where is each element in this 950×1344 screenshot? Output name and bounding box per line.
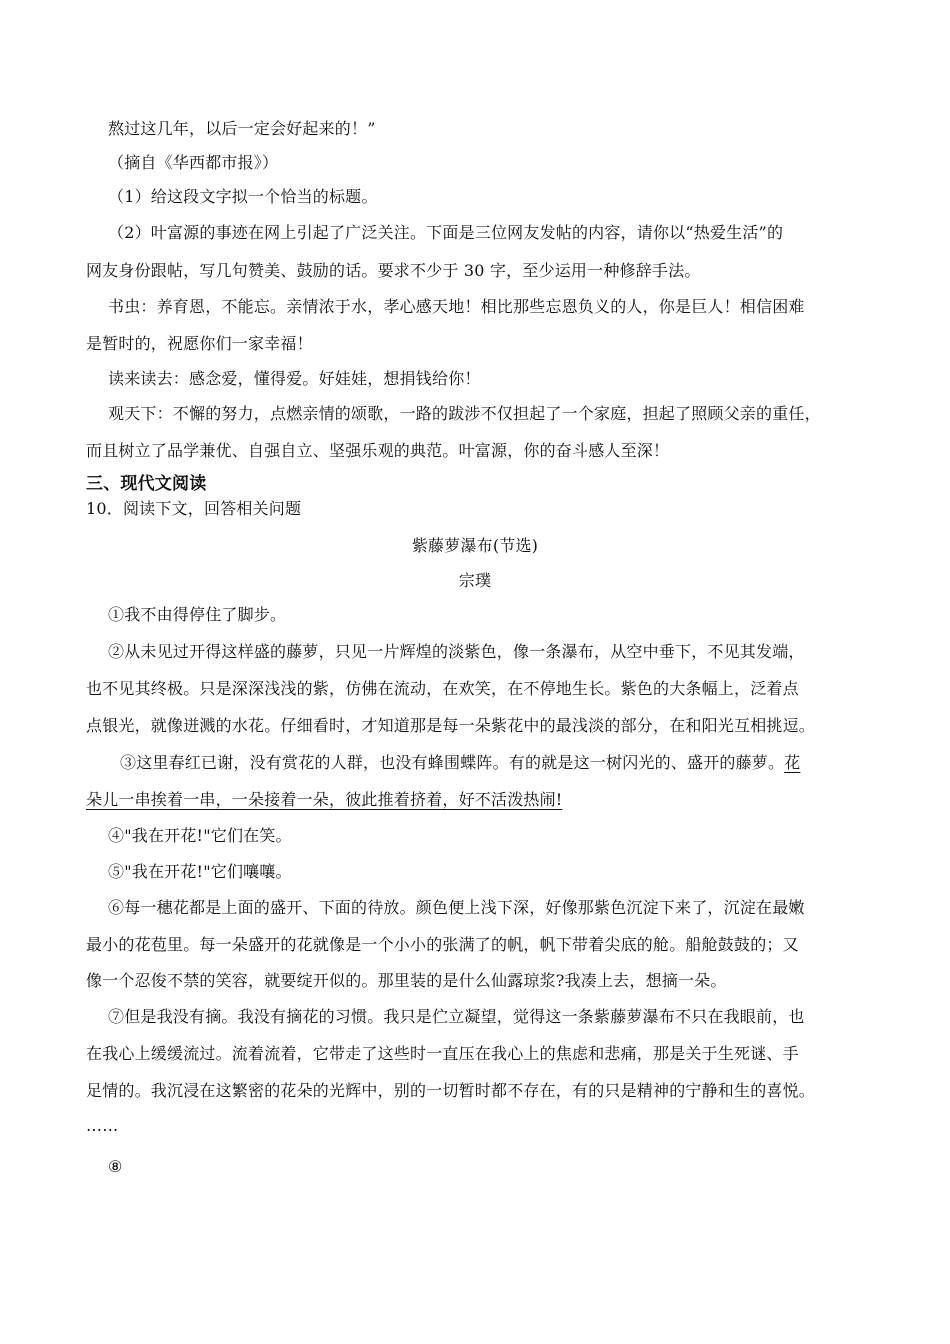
- paragraph-6-line: ⑥每一穗花都是上面的盛开、下面的待放。颜色便上浅下深，好像那紫色沉淀下来了，沉淀在最嫩: [108, 898, 805, 917]
- ellipsis: ……: [86, 1116, 119, 1135]
- question-2-line: （2）叶富源的事迹在网上引起了广泛关注。下面是三位网友发帖的内容，请你以“热爱生活”的: [108, 223, 784, 242]
- underlined-sentence: 朵儿一串挨着一串，一朵接着一朵，彼此推着挤着，好不活泼热闹!: [86, 790, 563, 809]
- paragraph-2-line: 点银光，就像迸溅的水花。仔细看时，才知道那是每一朵紫花中的最浅淡的部分，在和阳光互相挑逗。: [86, 716, 816, 735]
- paragraph-6-line: 最小的花苞里。每一朵盛开的花就像是一个小小的张满了的帆，帆下带着尖底的舱。船舱鼓鼓的；又: [86, 935, 799, 954]
- section-heading: 三、现代文阅读: [86, 474, 207, 494]
- comment-dulai: 读来读去：感念爱，懂得爱。好娃娃，想捐钱给你！: [108, 369, 481, 388]
- comment-shuchong-cont: 是暂时的，祝愿你们一家幸福！: [86, 334, 313, 353]
- comment-guantianxia-cont: 而且树立了品学兼优、自强自立、坚强乐观的典范。叶富源，你的奋斗感人至深！: [86, 441, 670, 460]
- underlined-text: 花: [784, 753, 801, 772]
- source-citation: （摘自《华西都市报》）: [108, 153, 279, 172]
- article-title: 紫藤萝瀑布(节选): [411, 536, 539, 555]
- paragraph-6-line: 像一个忍俊不禁的笑容，就要绽开似的。那里装的是什么仙露琼浆?我凑上去，想摘一朵。: [86, 971, 727, 990]
- paragraph-7-line: ⑦但是我没有摘。我没有摘花的习惯。我只是伫立凝望，觉得这一条紫藤萝瀑布不只在我眼前，也: [108, 1007, 805, 1026]
- comment-guantianxia: 观天下：不懈的努力，点燃亲情的颂歌，一路的跋涉不仅担起了一个家庭，担起了照顾父亲的重任，: [108, 404, 821, 423]
- paragraph-1: ①我不由得停住了脚步。: [108, 605, 287, 624]
- article-author: 宗璞: [458, 571, 492, 590]
- paragraph-7-line: 足情的。我沉浸在这繁密的花朵的光辉中，别的一切暂时都不存在，有的只是精神的宁静和生的喜悦。: [86, 1081, 816, 1100]
- comment-shuchong: 书虫：养育恩，不能忘。亲情浓于水，孝心感天地！相比那些忘恩负义的人，你是巨人！相信困难: [108, 297, 805, 316]
- question-2-line: 网友身份跟帖，写几句赞美、鼓励的话。要求不少于 30 字，至少运用一种修辞手法。: [86, 261, 701, 280]
- question-1: （1）给这段文字拟一个恰当的标题。: [108, 187, 378, 206]
- paragraph-4: ④"我在开花!"它们在笑。: [108, 826, 292, 845]
- paragraph-3-text: ③这里春红已谢，没有赏花的人群，也没有蜂围蝶阵。有的就是这一树闪光的、盛开的藤萝。: [120, 753, 785, 772]
- passage-line: 熬过这几年，以后一定会好起来的！”: [108, 119, 376, 138]
- paragraph-8: ⑧: [108, 1157, 123, 1176]
- paragraph-2-line: ②从未见过开得这样盛的藤萝，只见一片辉煌的淡紫色，像一条瀑布，从空中垂下，不见其发端，: [108, 642, 805, 661]
- paragraph-7-line: 在我心上缓缓流过。流着流着，它带走了这些时一直压在我心上的焦虑和悲痛，那是关于生死谜、手: [86, 1044, 799, 1063]
- question-10: 10．阅读下文，回答相关问题: [86, 499, 302, 518]
- paragraph-3-line: [120, 752, 800, 774]
- paragraph-2-line: 也不见其终极。只是深深浅浅的紫，仿佛在流动，在欢笑，在不停地生长。紫色的大条幅上，泛着点: [86, 679, 799, 698]
- paragraph-5: ⑤"我在开花!"它们嚷嚷。: [108, 862, 292, 881]
